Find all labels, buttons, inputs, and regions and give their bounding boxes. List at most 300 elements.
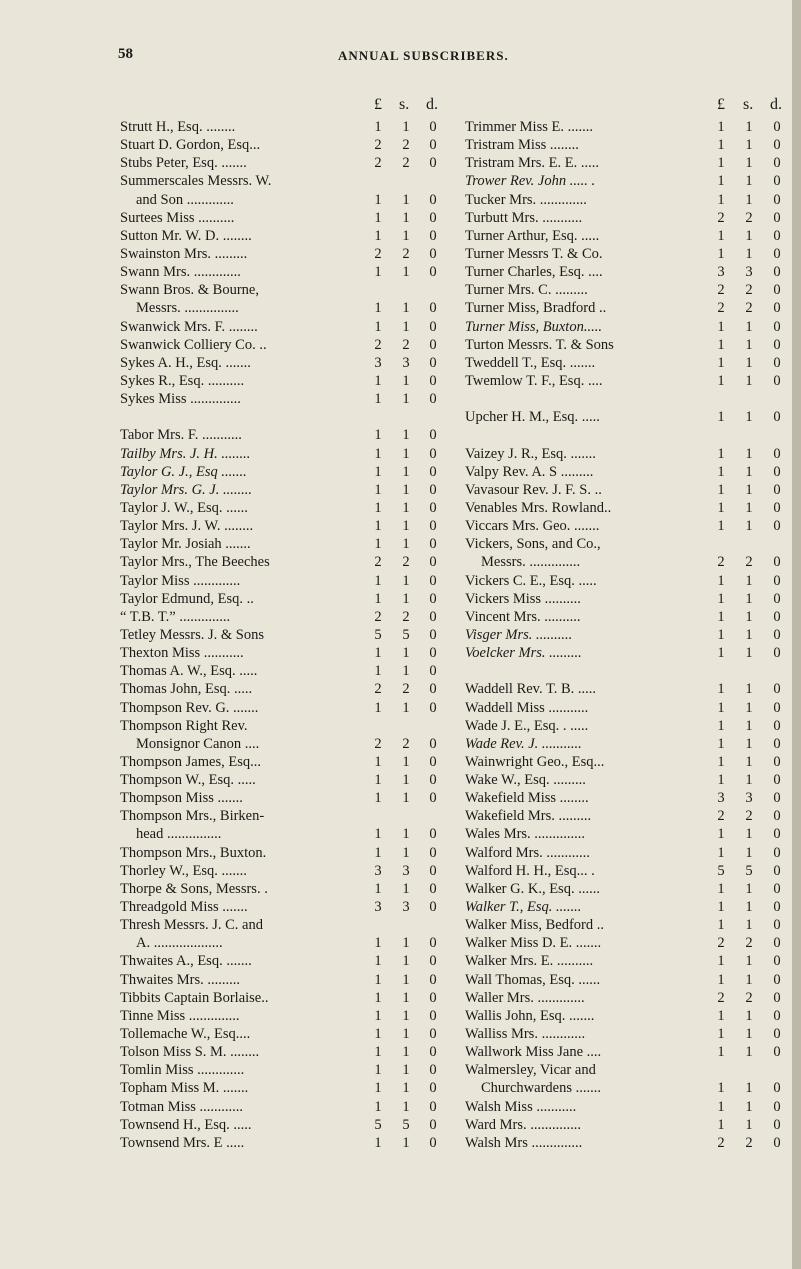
subscriber-entry: [120, 118, 462, 136]
pence-amount: 0: [773, 463, 781, 480]
shillings-amount: 2: [402, 245, 410, 262]
pounds-amount: 1: [374, 1044, 382, 1061]
subscriber-name: Tailby Mrs. J. H. ........: [120, 445, 251, 462]
shillings-amount: 1: [402, 1062, 410, 1079]
pounds-amount: 1: [717, 735, 725, 752]
pence-amount: 0: [429, 155, 437, 172]
subscriber-entry: [120, 1007, 462, 1025]
pence-amount: 0: [773, 137, 781, 154]
section-gap: [465, 426, 801, 444]
pounds-amount: 1: [374, 880, 382, 897]
pounds-amount: 1: [717, 463, 725, 480]
subscriber-name: Vickers C. E., Esq. .....: [465, 572, 597, 589]
pounds-amount: 1: [374, 463, 382, 480]
shillings-amount: 1: [402, 264, 410, 281]
subscriber-entry: [465, 753, 801, 771]
subscriber-name: Sykes Miss ..............: [120, 391, 241, 408]
shillings-amount: 1: [402, 572, 410, 589]
subscriber-entry: [120, 680, 462, 698]
pence-amount: 0: [773, 499, 781, 516]
pounds-amount: 5: [374, 1116, 382, 1133]
pence-amount: 0: [429, 753, 437, 770]
subscriber-name: Walker G. K., Esq. ......: [465, 880, 600, 897]
shillings-amount: 1: [745, 318, 753, 335]
subscriber-entry: [465, 626, 801, 644]
subscriber-entry: [120, 952, 462, 970]
shillings-header: s.: [399, 96, 410, 113]
pounds-amount: 1: [717, 880, 725, 897]
pence-amount: 0: [773, 372, 781, 389]
subscriber-entry: [465, 118, 801, 136]
pounds-amount: 1: [717, 608, 725, 625]
pounds-amount: 1: [717, 191, 725, 208]
subscriber-entry: [465, 1116, 801, 1134]
shillings-amount: 1: [745, 880, 753, 897]
shillings-amount: 2: [402, 681, 410, 698]
subscriber-entry: [120, 572, 462, 590]
subscriber-entry: [465, 825, 801, 843]
subscriber-name: Tristram Miss ........: [465, 137, 579, 154]
subscriber-entry: [465, 644, 801, 662]
subscriber-name: Thompson Mrs., Buxton.: [120, 844, 267, 861]
shillings-amount: 1: [402, 590, 410, 607]
subscriber-entry: [465, 1134, 801, 1152]
subscriber-entry: [120, 245, 462, 263]
subscriber-entry: [120, 372, 462, 390]
shillings-amount: 1: [745, 1116, 753, 1133]
subscriber-name: Ward Mrs. ..............: [465, 1116, 582, 1133]
subscriber-entry: [465, 807, 801, 825]
pence-amount: 0: [429, 137, 437, 154]
subscriber-name: Trimmer Miss E. .......: [465, 119, 593, 135]
subscriber-name: Walmersley, Vicar and: [465, 1062, 596, 1079]
pence-amount: 0: [429, 699, 437, 716]
subscriber-name: Waddell Rev. T. B. .....: [465, 681, 597, 698]
pounds-amount: 1: [374, 499, 382, 516]
pounds-amount: 1: [374, 989, 382, 1006]
pounds-amount: 1: [717, 953, 725, 970]
shillings-amount: 1: [402, 481, 410, 498]
pounds-header: £: [717, 96, 725, 113]
subscriber-entry: [120, 517, 462, 535]
subscriber-name: Vavasour Rev. J. F. S. ..: [465, 481, 602, 498]
pence-amount: 0: [429, 572, 437, 589]
subscriber-name: Thompson W., Esq. .....: [120, 772, 256, 789]
subscriber-name: Turner Messrs T. & Co.: [465, 245, 603, 262]
pence-amount: 0: [773, 1098, 781, 1115]
subscriber-name: Taylor Mrs. G. J. ........: [120, 481, 252, 498]
subscriber-name: Thwaites Mrs. .........: [120, 971, 241, 988]
subscriber-name: Thompson Right Rev.: [120, 717, 248, 734]
pence-amount: 0: [773, 790, 781, 807]
subscriber-entry: [465, 699, 801, 717]
subscriber-name: Wainwright Geo., Esq...: [465, 753, 605, 770]
pence-amount: 0: [773, 989, 781, 1006]
pounds-amount: 1: [374, 481, 382, 498]
subscriber-name: Walliss Mrs. ............: [465, 1026, 586, 1043]
subscriber-name: Turner Mrs. C. .........: [465, 282, 588, 299]
shillings-amount: 2: [745, 808, 753, 825]
subscriber-entry: [465, 971, 801, 989]
pounds-amount: 1: [717, 119, 725, 135]
subscriber-name: Taylor J. W., Esq. ......: [120, 499, 248, 516]
shillings-amount: 1: [402, 119, 410, 135]
subscriber-entry: [120, 789, 462, 807]
subscriber-name: Tucker Mrs. .............: [465, 191, 587, 208]
subscriber-entry: [120, 1061, 462, 1079]
pounds-amount: 1: [374, 1062, 382, 1079]
shillings-amount: 1: [745, 1007, 753, 1024]
shillings-amount: 1: [402, 753, 410, 770]
pence-amount: 0: [429, 554, 437, 571]
subscriber-entry: [120, 354, 462, 372]
pounds-amount: 3: [374, 354, 382, 371]
shillings-amount: 1: [745, 463, 753, 480]
shillings-amount: 1: [402, 445, 410, 462]
subscriber-entry: [120, 553, 462, 571]
shillings-amount: 2: [402, 137, 410, 154]
pounds-amount: 2: [717, 300, 725, 317]
pence-amount: 0: [773, 953, 781, 970]
shillings-amount: 1: [402, 971, 410, 988]
subscriber-entry: [465, 263, 801, 281]
subscriber-entry: [120, 1098, 462, 1116]
subscriber-name: Sutton Mr. W. D. ........: [120, 227, 252, 244]
pounds-amount: 5: [717, 862, 725, 879]
shillings-amount: 1: [745, 699, 753, 716]
pounds-amount: 1: [374, 300, 382, 317]
subscriber-name: Turner Miss, Buxton.....: [465, 318, 602, 335]
subscriber-name: Turton Messrs. T. & Sons: [465, 336, 614, 353]
pounds-amount: 1: [374, 391, 382, 408]
subscriber-entry: [465, 463, 801, 481]
pounds-amount: 5: [374, 626, 382, 643]
pounds-amount: 2: [374, 735, 382, 752]
shillings-amount: 1: [745, 572, 753, 589]
shillings-amount: 1: [402, 427, 410, 444]
subscriber-entry: [465, 535, 801, 553]
shillings-amount: 1: [402, 645, 410, 662]
subscriber-name: Thompson Miss .......: [120, 790, 243, 807]
subscriber-entry: [120, 717, 462, 735]
subscriber-entry: [120, 699, 462, 717]
subscriber-entry: [465, 880, 801, 898]
subscriber-name: Townsend Mrs. E .....: [120, 1134, 245, 1151]
pounds-amount: 1: [717, 826, 725, 843]
pounds-amount: 2: [374, 155, 382, 172]
pence-amount: 0: [429, 971, 437, 988]
pence-amount: 0: [773, 590, 781, 607]
pence-amount: 0: [773, 155, 781, 172]
subscriber-entry: [120, 1025, 462, 1043]
shillings-amount: 1: [402, 663, 410, 680]
pounds-amount: 1: [374, 590, 382, 607]
subscriber-name: Waddell Miss ...........: [465, 699, 589, 716]
shillings-amount: 1: [745, 826, 753, 843]
subscriber-name: Walker Miss, Bedford ..: [465, 917, 604, 934]
subscriber-entry: [465, 771, 801, 789]
shillings-amount: 1: [745, 645, 753, 662]
subscriber-name: Taylor Edmund, Esq. ..: [120, 590, 254, 607]
pence-amount: 0: [429, 318, 437, 335]
pence-amount: 0: [773, 971, 781, 988]
subscriber-name: Tweddell T., Esq. .......: [465, 354, 596, 371]
pence-amount: 0: [429, 989, 437, 1006]
subscriber-name: Monsignor Canon ....: [136, 735, 260, 752]
pounds-amount: 1: [717, 481, 725, 498]
subscriber-name: Tabor Mrs. F. ...........: [120, 427, 242, 444]
pounds-amount: 1: [374, 119, 382, 135]
shillings-amount: 3: [745, 790, 753, 807]
subscriber-name: Wallwork Miss Jane ....: [465, 1044, 602, 1061]
subscriber-entry: [120, 626, 462, 644]
subscriber-name: Taylor G. J., Esq .......: [120, 463, 247, 480]
subscriber-name: Thexton Miss ...........: [120, 645, 244, 662]
shillings-amount: 1: [745, 917, 753, 934]
shillings-amount: 1: [745, 844, 753, 861]
pence-amount: 0: [773, 608, 781, 625]
subscriber-name: Tolson Miss S. M. ........: [120, 1044, 260, 1061]
pounds-amount: 2: [717, 209, 725, 226]
pence-amount: 0: [429, 826, 437, 843]
shillings-amount: 2: [402, 554, 410, 571]
pence-amount: 0: [773, 681, 781, 698]
subscriber-entry: [465, 172, 801, 190]
page-number: 58: [118, 46, 133, 62]
pence-amount: 0: [429, 427, 437, 444]
pounds-amount: 1: [717, 173, 725, 190]
shillings-amount: 1: [745, 445, 753, 462]
shillings-amount: 1: [402, 499, 410, 516]
subscriber-name: Tomlin Miss .............: [120, 1062, 245, 1079]
subscriber-name: Tetley Messrs. J. & Sons: [120, 626, 264, 643]
pounds-amount: 1: [374, 445, 382, 462]
subscriber-name: Twemlow T. F., Esq. ....: [465, 372, 603, 389]
pence-amount: 0: [429, 1062, 437, 1079]
subscriber-entry: [120, 916, 462, 934]
pounds-amount: 1: [717, 681, 725, 698]
subscriber-entry: [120, 898, 462, 916]
pounds-amount: 1: [374, 1134, 382, 1151]
pounds-amount: 2: [717, 808, 725, 825]
shillings-amount: 1: [402, 536, 410, 553]
pence-amount: 0: [773, 753, 781, 770]
pence-amount: 0: [429, 191, 437, 208]
shillings-amount: 1: [745, 336, 753, 353]
pounds-amount: 3: [374, 899, 382, 916]
pounds-amount: 1: [374, 772, 382, 789]
pounds-amount: 1: [374, 518, 382, 535]
shillings-amount: 3: [402, 354, 410, 371]
subscriber-name: Viccars Mrs. Geo. .......: [465, 518, 600, 535]
pence-amount: 0: [773, 518, 781, 535]
subscriber-name: Thompson Rev. G. .......: [120, 699, 259, 716]
pence-amount: 0: [429, 264, 437, 281]
pounds-amount: 2: [374, 608, 382, 625]
subscriber-entry: [465, 136, 801, 154]
subscriber-entry: [465, 299, 801, 317]
pounds-amount: 1: [374, 209, 382, 226]
section-gap: [465, 390, 801, 408]
pence-amount: 0: [429, 336, 437, 353]
shillings-amount: 1: [745, 191, 753, 208]
subscriber-entry: [120, 771, 462, 789]
subscriber-entry: [120, 535, 462, 553]
shillings-amount: 1: [745, 1026, 753, 1043]
pounds-amount: 2: [374, 554, 382, 571]
subscriber-entry: [465, 608, 801, 626]
subscriber-name: Taylor Mrs., The Beeches: [120, 554, 270, 571]
shillings-amount: 1: [745, 518, 753, 535]
subscriber-name: Topham Miss M. .......: [120, 1080, 249, 1097]
shillings-amount: 1: [745, 173, 753, 190]
subscriber-name: Wade Rev. J. ...........: [465, 735, 582, 752]
shillings-amount: 1: [745, 409, 753, 426]
shillings-amount: 1: [402, 300, 410, 317]
subscriber-name: Tibbits Captain Borlaise..: [120, 989, 269, 1006]
pounds-amount: 1: [717, 1080, 725, 1097]
subscriber-name: Taylor Mrs. J. W. ........: [120, 518, 254, 535]
shillings-amount: 5: [402, 626, 410, 643]
subscriber-name: Taylor Miss .............: [120, 572, 241, 589]
subscriber-entry: [120, 807, 462, 825]
right-subscriber-column: [465, 96, 801, 1152]
subscriber-name: Wales Mrs. ..............: [465, 826, 586, 843]
subscriber-entry: [120, 662, 462, 680]
subscriber-name: Turner Charles, Esq. ....: [465, 264, 603, 281]
shillings-amount: 1: [402, 227, 410, 244]
pence-amount: 0: [773, 735, 781, 752]
pence-amount: 0: [429, 518, 437, 535]
pence-amount: 0: [773, 772, 781, 789]
subscriber-entry: [120, 209, 462, 227]
subscriber-name: Thorley W., Esq. .......: [120, 862, 247, 879]
subscriber-name: Swann Mrs. .............: [120, 264, 241, 281]
subscriber-entry: [465, 481, 801, 499]
pounds-amount: 1: [717, 1026, 725, 1043]
subscriber-name: Trower Rev. John ..... .: [465, 173, 596, 190]
pounds-amount: 1: [717, 1007, 725, 1024]
pounds-amount: 1: [374, 264, 382, 281]
subscriber-entry: [120, 608, 462, 626]
pounds-amount: 1: [374, 1080, 382, 1097]
pence-amount: 0: [429, 645, 437, 662]
page-edge: [792, 0, 801, 1269]
subscriber-name: Walker Miss D. E. .......: [465, 935, 602, 952]
subscriber-name: Upcher H. M., Esq. .....: [465, 409, 600, 426]
shillings-amount: 1: [745, 626, 753, 643]
pence-amount: 0: [773, 300, 781, 317]
shillings-amount: 1: [402, 1134, 410, 1151]
subscriber-name: Thomas John, Esq. .....: [120, 681, 253, 698]
pence-amount: 0: [429, 391, 437, 408]
subscriber-entry: [465, 952, 801, 970]
pounds-amount: 1: [717, 1098, 725, 1115]
shillings-amount: 1: [402, 1007, 410, 1024]
subscriber-name: Turner Miss, Bradford ..: [465, 300, 607, 317]
pence-amount: 0: [429, 245, 437, 262]
subscriber-entry: [120, 318, 462, 336]
pounds-amount: 1: [374, 826, 382, 843]
subscriber-entry: [465, 1061, 801, 1079]
shillings-amount: 1: [745, 753, 753, 770]
subscriber-name: Thomas A. W., Esq. .....: [120, 663, 258, 680]
pence-amount: 0: [773, 336, 781, 353]
pounds-amount: 2: [717, 282, 725, 299]
shillings-amount: 1: [745, 953, 753, 970]
pence-amount: 0: [429, 735, 437, 752]
pounds-amount: 1: [374, 1098, 382, 1115]
pence-amount: 0: [773, 554, 781, 571]
pence-amount: 0: [429, 1026, 437, 1043]
subscriber-name: Sykes R., Esq. ..........: [120, 372, 245, 389]
section-gap: [465, 662, 801, 680]
subscriber-entry: [120, 753, 462, 771]
subscriber-entry: [465, 318, 801, 336]
pence-amount: 0: [429, 119, 437, 135]
subscriber-entry: [465, 354, 801, 372]
shillings-amount: 1: [402, 372, 410, 389]
pounds-amount: 2: [717, 989, 725, 1006]
subscriber-entry: [465, 1079, 801, 1097]
subscriber-entry: [465, 572, 801, 590]
subscriber-entry: [120, 934, 462, 952]
subscriber-name: Thorpe & Sons, Messrs. .: [120, 880, 268, 897]
subscriber-entry: [465, 1007, 801, 1025]
pounds-amount: 1: [374, 427, 382, 444]
shillings-amount: 1: [402, 463, 410, 480]
shillings-amount: 2: [402, 155, 410, 172]
pence-amount: 0: [429, 463, 437, 480]
subscriber-name: Tristram Mrs. E. E. .....: [465, 155, 599, 172]
pounds-amount: 1: [717, 844, 725, 861]
pounds-amount: 2: [374, 681, 382, 698]
shillings-amount: 1: [745, 245, 753, 262]
pounds-amount: 1: [717, 409, 725, 426]
subscriber-entry: [465, 408, 801, 426]
pounds-amount: 1: [717, 699, 725, 716]
pence-amount: 0: [429, 1134, 437, 1151]
subscriber-name: head ...............: [136, 826, 222, 843]
pounds-amount: 1: [374, 699, 382, 716]
subscriber-entry: [120, 336, 462, 354]
subscriber-entry: [120, 136, 462, 154]
subscriber-entry: [465, 499, 801, 517]
subscriber-name: Vincent Mrs. ..........: [465, 608, 581, 625]
subscriber-name: Walford H. H., Esq... .: [465, 862, 595, 879]
subscriber-name: Wall Thomas, Esq. ......: [465, 971, 601, 988]
pounds-header: £: [374, 96, 382, 113]
pounds-amount: 1: [717, 971, 725, 988]
pounds-amount: 1: [717, 717, 725, 734]
shillings-amount: 1: [745, 1044, 753, 1061]
pence-amount: 0: [773, 245, 781, 262]
subscriber-entry: [120, 154, 462, 172]
subscriber-name: and Son .............: [136, 191, 234, 208]
pounds-amount: 2: [374, 137, 382, 154]
pence-amount: 0: [773, 318, 781, 335]
subscriber-name: Swanwick Mrs. F. ........: [120, 318, 258, 335]
subscriber-name: Thompson James, Esq...: [120, 753, 261, 770]
subscriber-entry: [465, 445, 801, 463]
subscriber-entry: [465, 191, 801, 209]
subscriber-name: Messrs. ...............: [136, 300, 239, 317]
pounds-amount: 1: [717, 354, 725, 371]
pence-amount: 0: [773, 917, 781, 934]
pounds-amount: 1: [717, 318, 725, 335]
pence-amount: 0: [429, 608, 437, 625]
pence-amount: 0: [773, 1116, 781, 1133]
